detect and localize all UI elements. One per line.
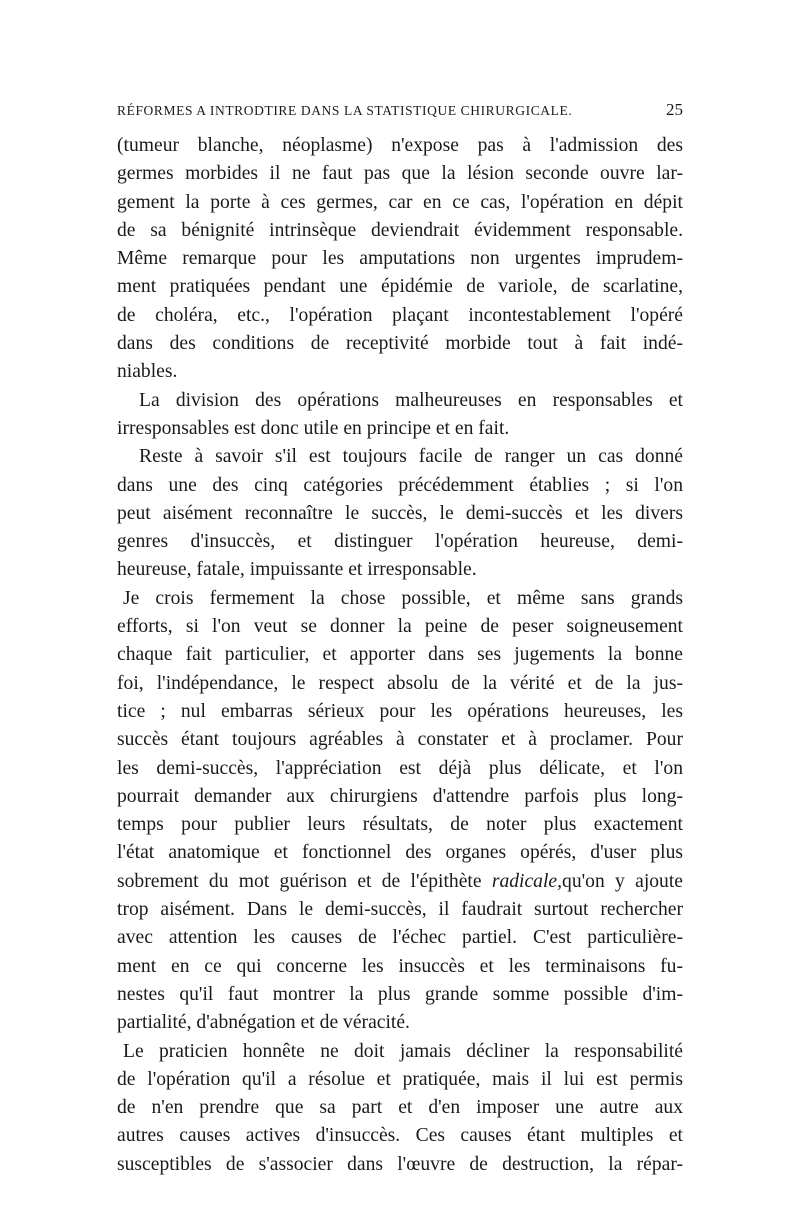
text-line: Le praticien honnête ne doit jamais décliner la responsabilité bbox=[123, 1040, 683, 1062]
book-page bbox=[117, 100, 683, 1179]
text-line: La division des opérations malheureuses en responsables et bbox=[139, 389, 683, 411]
running-header bbox=[117, 100, 683, 122]
text-line: genres d'insuccès, et distinguer l'opération heureuse, demi- bbox=[117, 531, 683, 553]
text-line: Reste à savoir s'il est toujours facile de ranger un cas donné bbox=[139, 446, 683, 468]
text-line: susceptibles de s'associer dans l'œuvre de destruction, la répar- bbox=[117, 1153, 683, 1175]
text-line: succès étant toujours agréables à constater et à proclamer. Pour bbox=[117, 729, 683, 751]
text-line: tice ; nul embarras sérieux pour les opérations heureuses, les bbox=[117, 700, 683, 722]
italic-word: radicale, bbox=[491, 870, 563, 892]
text-line: de choléra, etc., l'opération plaçant incontestablement l'opéré bbox=[117, 304, 683, 326]
text-line: irresponsables est donc utile en principe et en fait. bbox=[117, 417, 510, 439]
page-number: 25 bbox=[666, 100, 683, 119]
text-line: (tumeur blanche, néoplasme) n'expose pas à l'admission des bbox=[117, 135, 683, 156]
text-line: dans des conditions de receptivité morbide tout à fait indé- bbox=[117, 333, 683, 355]
text-line: germes morbides il ne faut pas que la lésion seconde ouvre lar- bbox=[117, 163, 683, 185]
text-segment: qu'on y ajoute bbox=[562, 870, 683, 892]
text-line: autres causes actives d'insuccès. Ces causes étant multiples et bbox=[117, 1125, 683, 1147]
text-line: heureuse, fatale, impuissante et irresponsable. bbox=[117, 559, 477, 581]
text-line: niables. bbox=[117, 361, 178, 383]
text-line: gement la porte à ces germes, car en ce cas, l'opération en dépit bbox=[117, 191, 683, 213]
text-line: efforts, si l'on veut se donner la peine de peser soigneusement bbox=[117, 616, 683, 638]
text-line: de l'opération qu'il a résolue et pratiquée, mais il lui est permis bbox=[117, 1068, 683, 1090]
text-line: chaque fait particulier, et apporter dans ses jugements la bonne bbox=[117, 644, 683, 666]
text-line: peut aisément reconnaître le succès, le demi-succès et les divers bbox=[117, 502, 683, 524]
text-line: pourrait demander aux chirurgiens d'attendre parfois plus long- bbox=[117, 785, 683, 807]
text-line: Même remarque pour les amputations non urgentes imprudem- bbox=[117, 248, 683, 270]
text-line: Je crois fermement la chose possible, et même sans grands bbox=[123, 587, 683, 609]
text-segment: sobrement du mot guérison et de l'épithète bbox=[117, 870, 482, 892]
body-text bbox=[117, 132, 683, 1179]
text-line: temps pour publier leurs résultats, de noter plus exactement bbox=[117, 814, 683, 836]
text-line: de sa bénignité intrinsèque deviendrait évidemment responsable. bbox=[117, 219, 683, 241]
running-title: RÉFORMES A INTRODTIRE DANS LA STATISTIQUE CHIRURGICALE. bbox=[117, 103, 573, 118]
text-line: dans une des cinq catégories précédemment établies ; si l'on bbox=[117, 474, 683, 496]
text-line: partialité, d'abnégation et de véracité. bbox=[117, 1012, 410, 1034]
text-line: trop aisément. Dans le demi-succès, il faudrait surtout rechercher bbox=[117, 899, 683, 921]
text-line: ment pratiquées pendant une épidémie de variole, de scarlatine, bbox=[117, 276, 683, 298]
text-line-with-italic bbox=[117, 868, 683, 896]
text-line: foi, l'indépendance, le respect absolu de la vérité et de la jus- bbox=[117, 672, 683, 694]
text-line: les demi-succès, l'appréciation est déjà plus délicate, et l'on bbox=[117, 757, 683, 779]
text-line: l'état anatomique et fonctionnel des organes opérés, d'user plus bbox=[117, 842, 683, 864]
text-line: de n'en prendre que sa part et d'en imposer une autre aux bbox=[117, 1097, 683, 1119]
text-line: ment en ce qui concerne les insuccès et les terminaisons fu- bbox=[117, 955, 683, 977]
text-line: nestes qu'il faut montrer la plus grande somme possible d'im- bbox=[117, 983, 683, 1005]
text-line: avec attention les causes de l'échec partiel. C'est particulière- bbox=[117, 927, 683, 949]
